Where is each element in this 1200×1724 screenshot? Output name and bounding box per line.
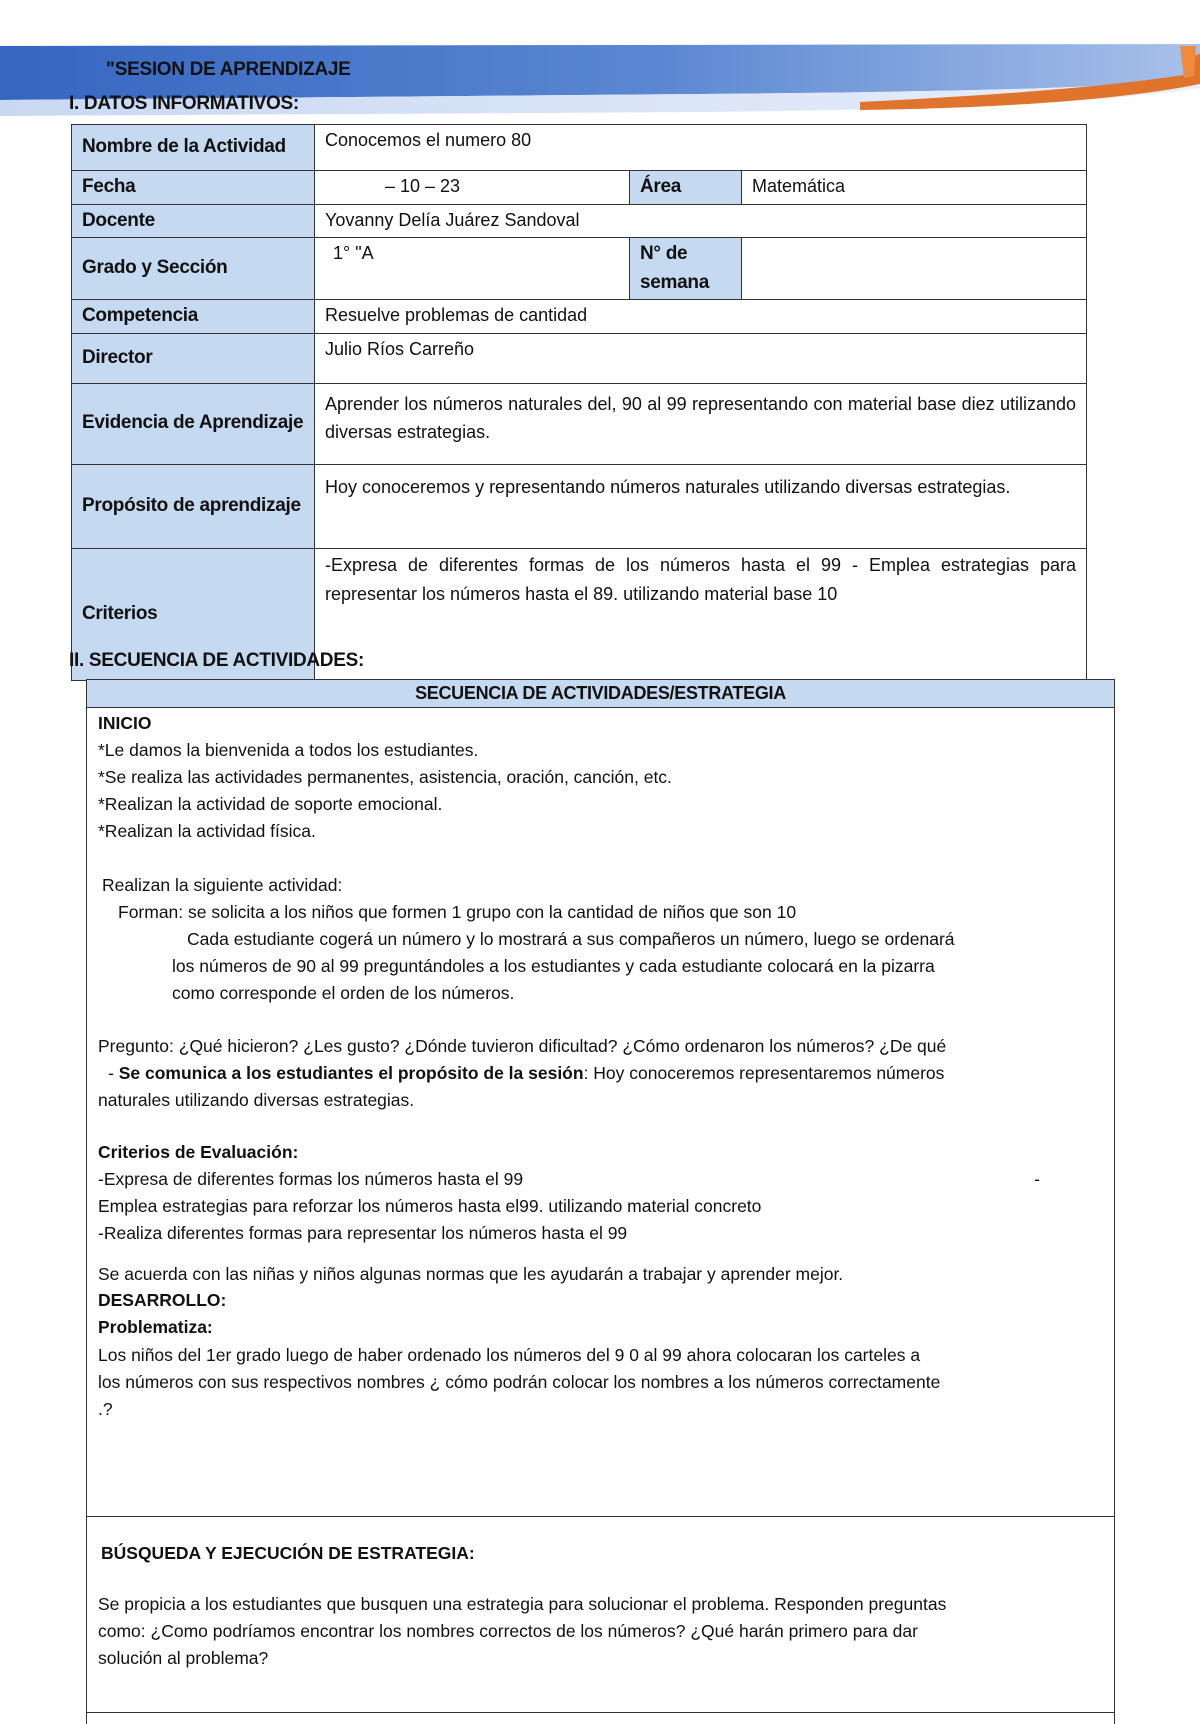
problematiza-line: .?	[98, 1399, 113, 1419]
acuerda-line: Se acuerda con las niñas y niños algunas normas que les ayudarán a trabajar y aprender mejor.	[98, 1264, 844, 1284]
busqueda-line: solución al problema?	[98, 1648, 269, 1668]
criterios-label: Criterios	[72, 548, 315, 680]
busqueda-line: como: ¿Como podríamos encontrar los nombres correctos de los números? ¿Qué harán primero para dar	[98, 1621, 918, 1641]
problematiza-line: Los niños del 1er grado luego de haber ordenado los números del 9 0 al 99 ahora colocaran los carteles a	[98, 1345, 921, 1365]
grado-label: Grado y Sección	[72, 238, 315, 300]
busqueda-section	[87, 1540, 1114, 1672]
area-value: Matemática	[742, 171, 1087, 205]
grado-value: 1° "A	[315, 238, 630, 300]
proposito-line: - Se comunica a los estudiantes el propósito de la sesión: Hoy conoceremos representaremos números	[108, 1063, 945, 1083]
sequence-box	[86, 679, 1115, 1724]
evidencia-value: Aprender los números naturales del, 90 al 99 representando con material base diez utilizando diversas estrategias.	[315, 383, 1087, 464]
semana-label: N° de semana	[630, 238, 742, 300]
actividad-value: Conocemos el numero 80	[315, 125, 1087, 171]
docente-label: Docente	[72, 204, 315, 238]
sequence-header: SECUENCIA DE ACTIVIDADES/ESTRATEGIA	[87, 680, 1114, 708]
inicio-title: INICIO	[98, 713, 152, 733]
criterio-item: -Expresa de diferentes formas los números hasta el 99 -	[98, 1169, 1040, 1189]
proposito-label: Propósito de aprendizaje	[72, 464, 315, 548]
area-label: Área	[630, 171, 742, 205]
cada-estudiante-line: los números de 90 al 99 preguntándoles a los estudiantes y cada estudiante colocará en la pizarra	[172, 956, 935, 976]
proposito-rest: : Hoy conoceremos representaremos números	[583, 1063, 945, 1083]
inicio-item: *Se realiza las actividades permanentes, asistencia, oración, canción, etc.	[98, 767, 672, 787]
busqueda-title: BÚSQUEDA Y EJECUCIÓN DE ESTRATEGIA:	[101, 1543, 475, 1563]
criterio-text: -Expresa de diferentes formas los números hasta el 99	[98, 1169, 524, 1189]
competencia-value: Resuelve problemas de cantidad	[315, 300, 1087, 334]
problematiza-line: los números con sus respectivos nombres ¿ cómo podrán colocar los nombres a los números correctamente	[98, 1372, 941, 1392]
proposito-line-2: naturales utilizando diversas estrategias.	[98, 1090, 415, 1110]
inicio-item: *Realizan la actividad física.	[98, 821, 316, 841]
sequence-body	[87, 710, 1114, 1423]
cada-estudiante-line: como corresponde el orden de los números.	[172, 983, 515, 1003]
proposito-value: Hoy conoceremos y representando números naturales utilizando diversas estrategias.	[315, 464, 1087, 548]
competencia-label: Competencia	[72, 300, 315, 334]
desarrollo-title: DESARROLLO:	[98, 1290, 227, 1310]
criterio-item: Emplea estrategias para reforzar los números hasta el99. utilizando material concreto	[98, 1196, 762, 1216]
fecha-label: Fecha	[72, 171, 315, 205]
proposito-bold: Se comunica a los estudiantes el propósito de la sesión	[118, 1063, 584, 1083]
director-value: Julio Ríos Carreño	[315, 333, 1087, 383]
criterios-value: -Expresa de diferentes formas de los números hasta el 99 - Emplea estrategias para representar los números hasta el 89. utilizando material base 10	[315, 548, 1087, 680]
fecha-value: – 10 – 23	[315, 171, 630, 205]
inicio-item: *Realizan la actividad de soporte emocional.	[98, 794, 443, 814]
actividad-intro: Realizan la siguiente actividad:	[102, 875, 343, 895]
actividad-label: Nombre de la Actividad	[72, 125, 315, 171]
inicio-item: *Le damos la bienvenida a todos los estudiantes.	[98, 740, 479, 760]
bottom-divider	[86, 1712, 1115, 1713]
section-divider	[87, 1516, 1114, 1517]
document-title: "SESION DE APRENDIZAJE	[106, 59, 351, 80]
info-table	[71, 124, 1087, 681]
forman-line: Forman: se solicita a los niños que formen 1 grupo con la cantidad de niños que son 10	[118, 902, 797, 922]
cada-estudiante-line: Cada estudiante cogerá un número y lo mostrará a sus compañeros un número, luego se ordenará	[187, 929, 955, 949]
semana-value	[742, 238, 1087, 300]
criterios-evaluacion-title: Criterios de Evaluación:	[98, 1142, 299, 1162]
section-secuencia: II. SECUENCIA DE ACTIVIDADES:	[69, 650, 364, 671]
criterio-item: -Realiza diferentes formas para representar los números hasta el 99	[98, 1223, 628, 1243]
pregunto-line: Pregunto: ¿Qué hicieron? ¿Les gusto? ¿Dónde tuvieron dificultad? ¿Cómo ordenaron los números? ¿De qué	[98, 1036, 947, 1056]
evidencia-label: Evidencia de Aprendizaje	[72, 383, 315, 464]
director-label: Director	[72, 333, 315, 383]
busqueda-line: Se propicia a los estudiantes que busquen una estrategia para solucionar el problema. Responden preguntas	[98, 1594, 947, 1614]
problematiza-title: Problematiza:	[98, 1317, 213, 1337]
docente-value: Yovanny Delía Juárez Sandoval	[315, 204, 1087, 238]
section-datos-informativos: I. DATOS INFORMATIVOS:	[69, 93, 299, 114]
